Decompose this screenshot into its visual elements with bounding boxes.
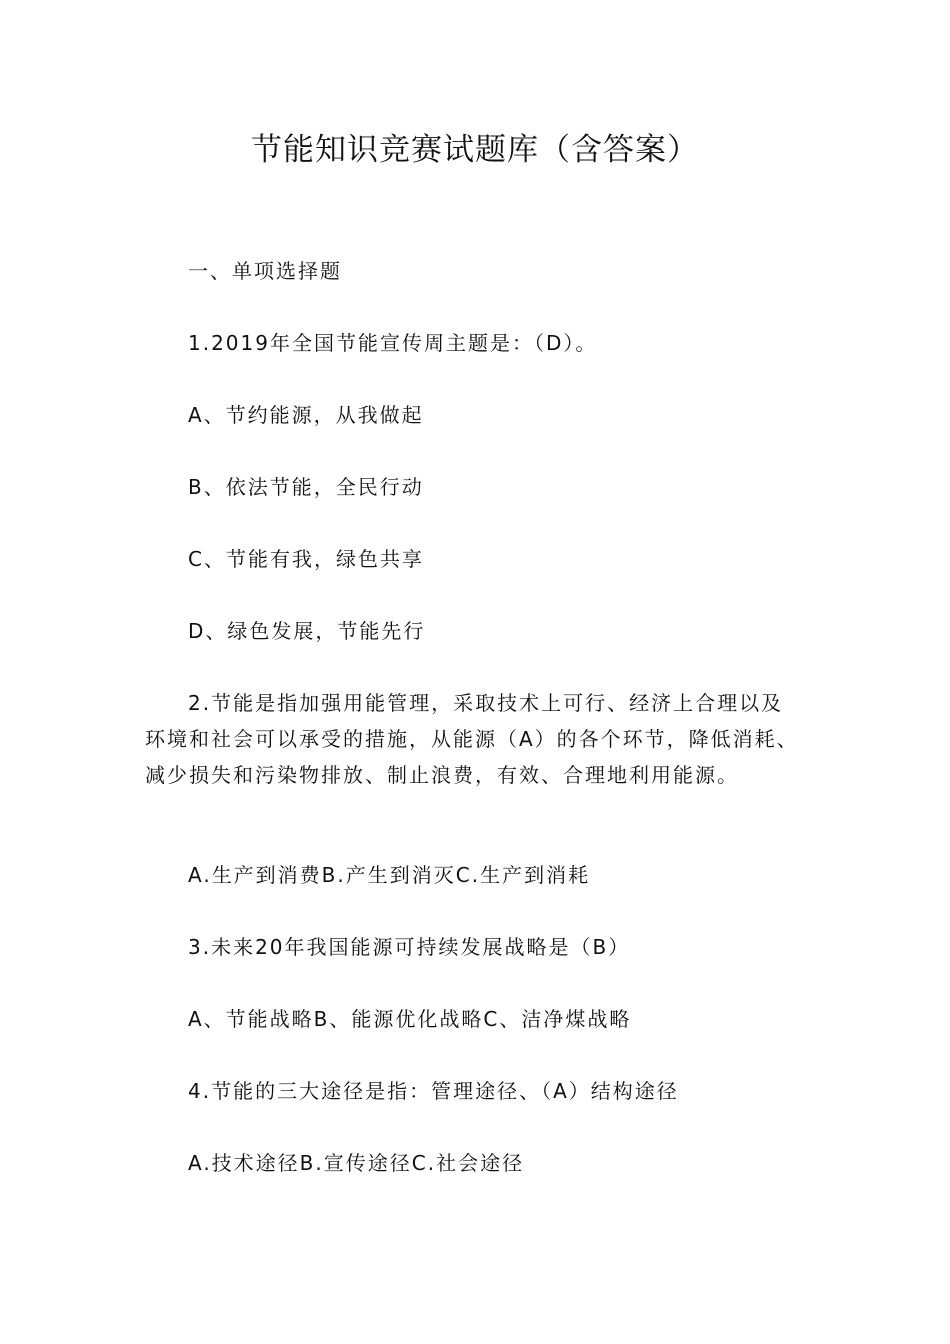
q3-options: A、节能战略B、能源优化战略C、洁净煤战略 <box>188 1007 632 1031</box>
q2-options: A.生产到消费B.产生到消灭C.生产到消耗 <box>188 863 591 887</box>
document-title: 节能知识竞赛试题库（含答案） <box>251 132 699 168</box>
question-2: 2.节能是指加强用能管理，采取技术上可行、经济上合理以及环境和社会可以承受的措施，从能源（A）的各个环节，降低消耗、减少损失和污染物排放、制止浪费，有效、合理地利用能源。 <box>145 691 799 787</box>
question-3: 3.未来20年我国能源可持续发展战略是（B） <box>188 935 631 959</box>
q1-option-b: B、依法节能，全民行动 <box>188 475 424 499</box>
q1-option-c: C、节能有我，绿色共享 <box>188 547 424 571</box>
section-heading: 一、单项选择题 <box>188 259 342 283</box>
question-4: 4.节能的三大途径是指：管理途径、（A）结构途径 <box>188 1079 679 1103</box>
q1-option-a: A、节约能源，从我做起 <box>188 403 424 427</box>
q1-option-d: D、绿色发展，节能先行 <box>188 619 426 643</box>
question-1: 1.2019年全国节能宣传周主题是：（D）。 <box>188 331 598 355</box>
q4-options: A.技术途径B.宣传途径C.社会途径 <box>188 1151 525 1175</box>
